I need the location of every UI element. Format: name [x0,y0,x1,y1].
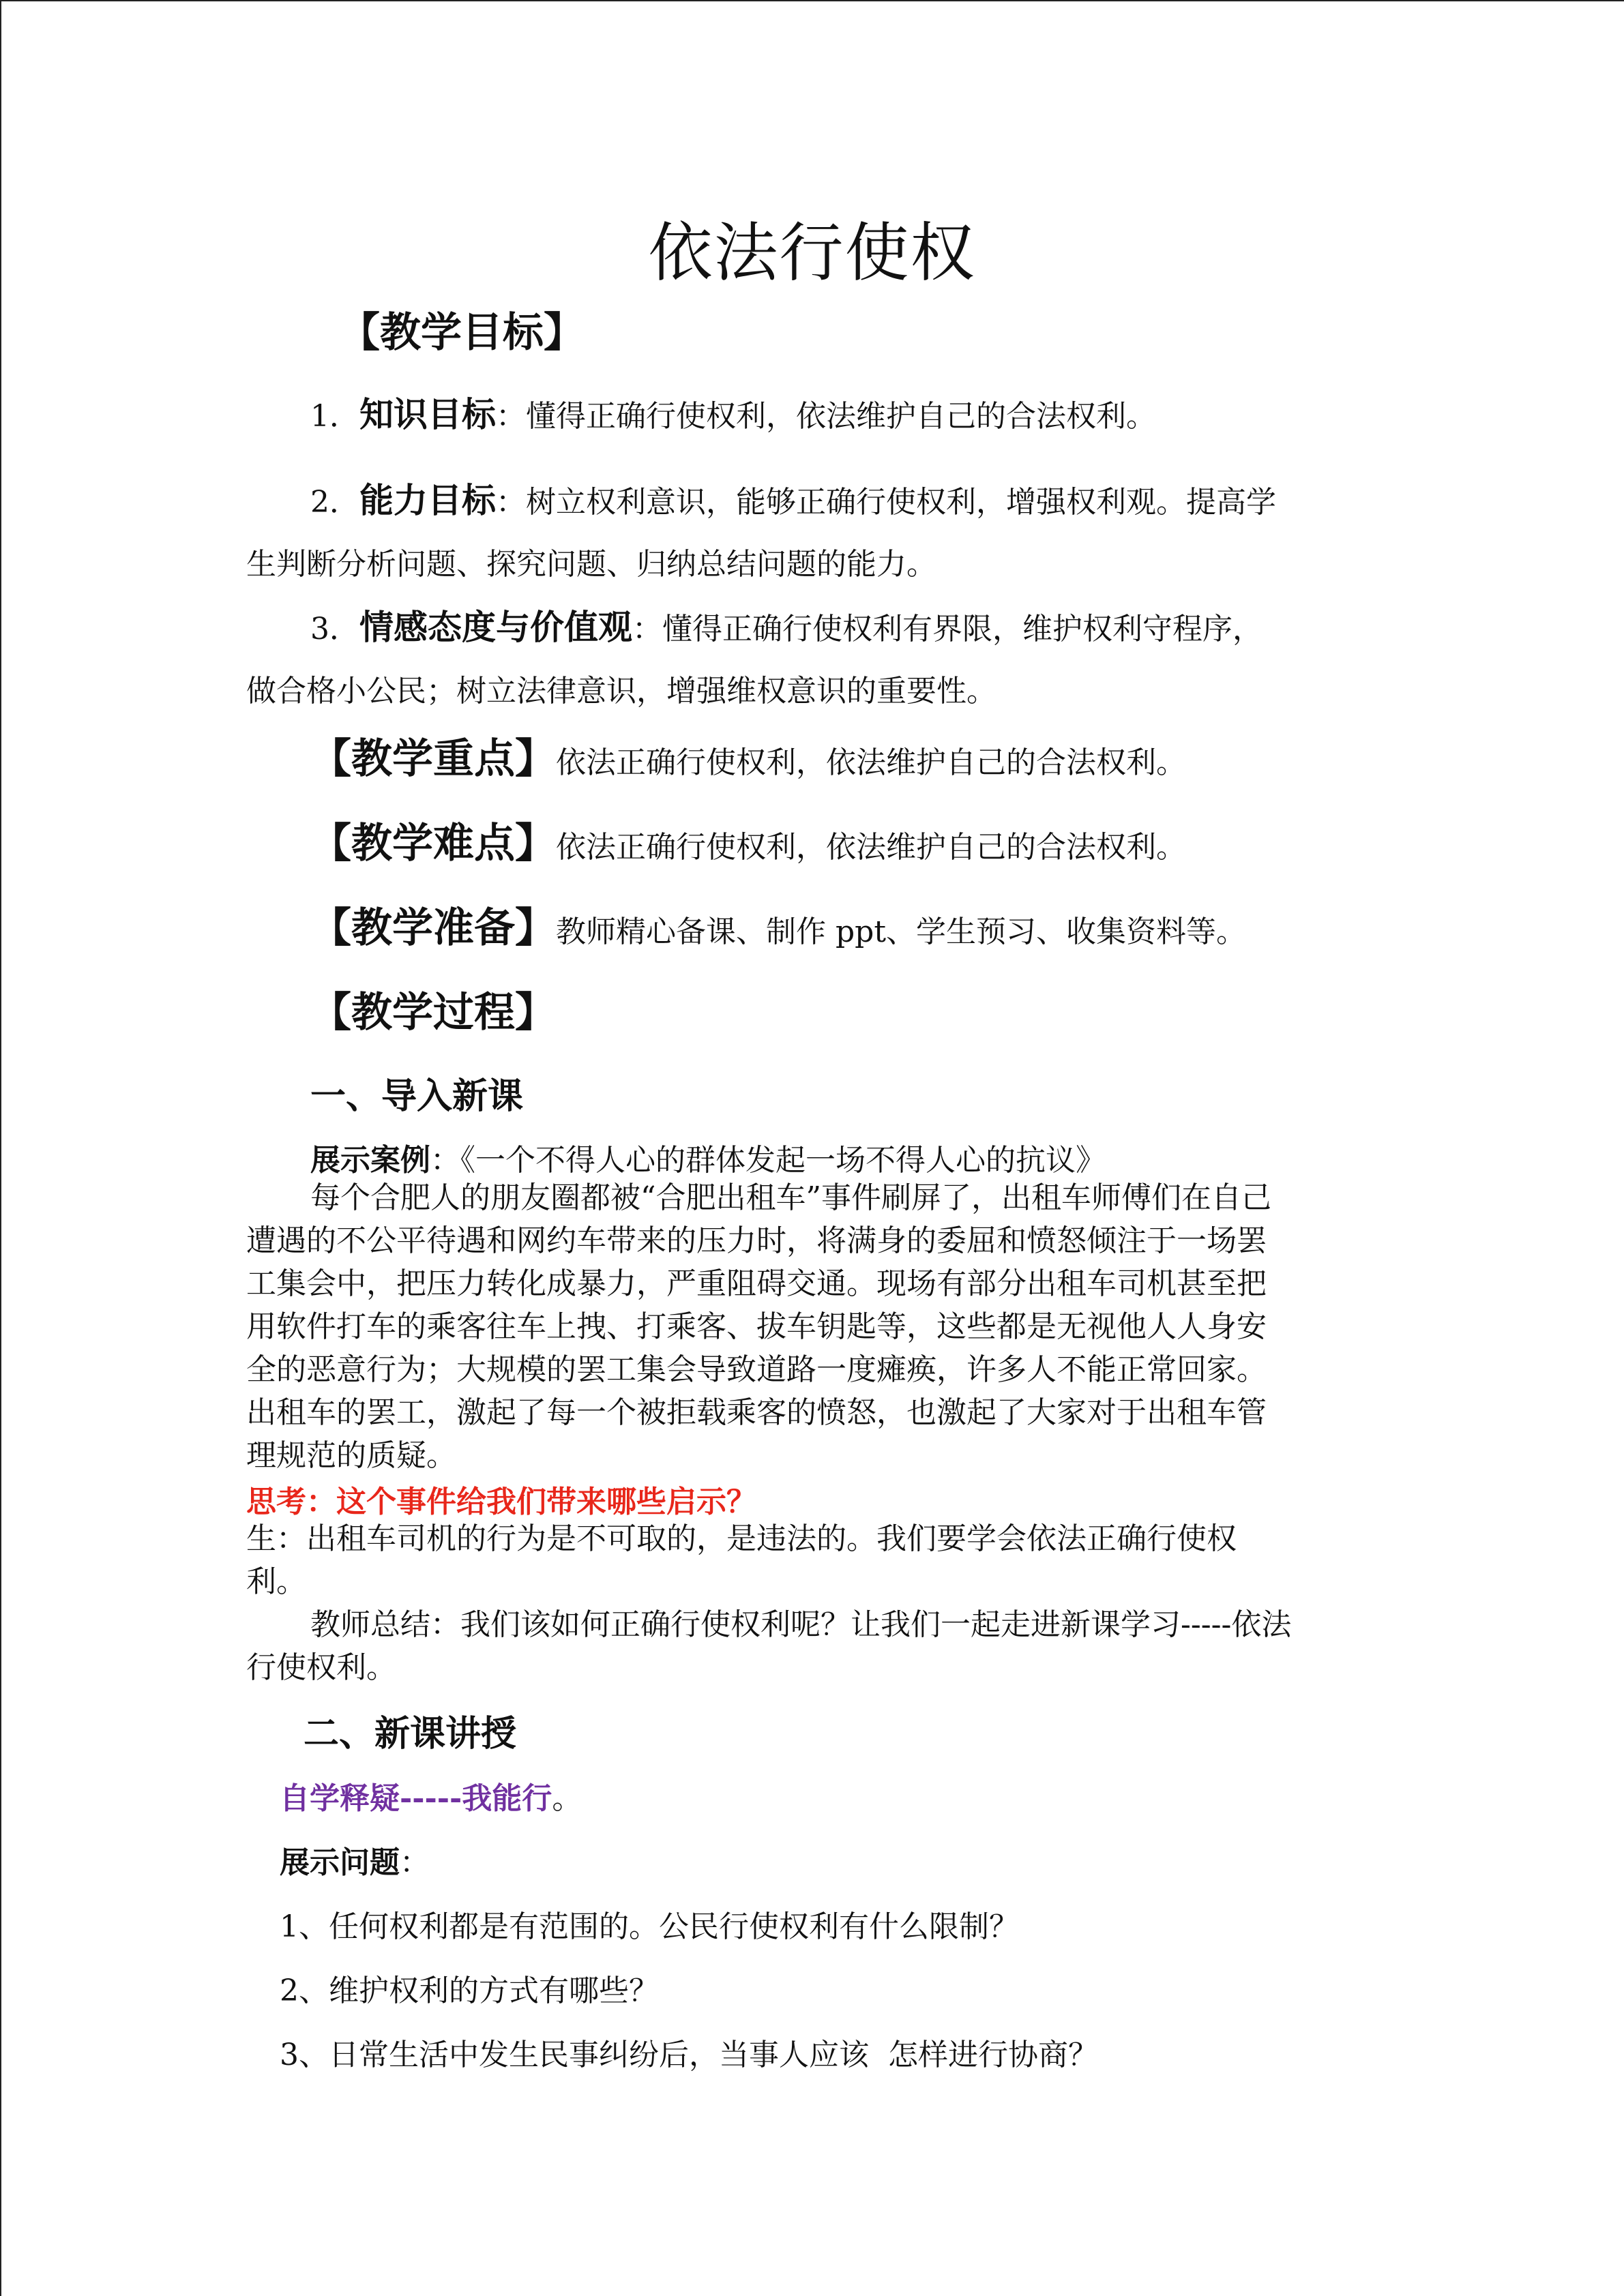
objective-number: 3． [310,612,359,646]
objective-label: 知识目标 [359,395,496,434]
case-title: ：《一个不得人心的群体发起一场不得人心的抗议》 [430,1143,1106,1178]
case-label: 展示案例 [310,1143,430,1178]
key-point-text: 依法正确行使权利，依法维护自己的合法权利。 [556,745,1186,780]
objective-ability [310,473,1276,522]
preparation-row [310,895,1246,954]
objective-emotion [310,600,1263,649]
difficulty-row [310,811,1186,869]
part1-heading: 一、导入新课 [310,1076,524,1117]
question-item: 2、维护权利的方式有哪些？ [280,1973,659,2008]
teacher-summary-line: 行使权利。 [246,1650,396,1685]
student-answer-line: 生：出租车司机的行为是不可取的，是违法的。我们要学会依法正确行使权 [246,1521,1237,1556]
objective-text: ：懂得正确行使权利，依法维护自己的合法权利。 [496,399,1156,434]
objective-number: 1． [310,399,359,434]
key-point-heading: 【教学重点】 [310,735,556,783]
question-item: 3、日常生活中发生民事纠纷后，当事人应该 怎样进行协商？ [280,2038,1098,2072]
process-heading: 【教学过程】 [310,989,556,1037]
questions-label-row [280,1838,430,1881]
questions-colon: ： [400,1845,430,1880]
difficulty-text: 依法正确行使权利，依法维护自己的合法权利。 [556,830,1186,865]
objective-knowledge [310,387,1156,436]
part2-heading: 二、新课讲授 [304,1714,517,1755]
objective-ability-continued: 生判断分析问题、探究问题、归纳总结问题的能力。 [246,547,936,582]
teacher-summary-line: 教师总结：我们该如何正确行使权利呢？让我们一起走进新课学习-----依法 [310,1607,1292,1642]
page-title: 依法行使权 [648,216,976,290]
preparation-text: 教师精心备课、制作 ppt、学生预习、收集资料等。 [556,914,1246,949]
objective-emotion-continued: 做合格小公民；树立法律意识，增强维权意识的重要性。 [246,674,996,709]
case-line: 工集会中，把压力转化成暴力，严重阻碍交通。现场有部分出租车司机甚至把 [246,1266,1267,1301]
case-line: 出租车的罢工，激起了每一个被拒载乘客的愤怒，也激起了大家对于出租车管 [246,1395,1267,1430]
objective-label: 情感态度与价值观 [359,608,632,647]
case-line: 遭遇的不公平待遇和网约车带来的压力时，将满身的委屈和愤怒倾注于一场罢 [246,1223,1267,1258]
case-line: 每个合肥人的朋友圈都被“合肥出租车”事件刷屏了，出租车师傅们在自己 [310,1180,1271,1215]
questions-label: 展示问题 [280,1845,400,1880]
case-line: 理规范的质疑。 [246,1438,456,1473]
self-study-end: 。 [552,1781,582,1816]
question-item: 1、任何权利都是有范围的。公民行使权利有什么限制？ [280,1909,1019,1944]
case-line: 用软件打车的乘客往车上拽、打乘客、拔车钥匙等，这些都是无视他人人身安 [246,1309,1267,1344]
difficulty-heading: 【教学难点】 [310,820,556,867]
objective-text: ：树立权利意识，能够正确行使权利，增强权利观。提高学 [496,485,1276,520]
case-title-row [310,1135,1106,1179]
self-study-row [280,1774,582,1817]
key-point-row [310,726,1186,785]
think-question: 思考：这个事件给我们带来哪些启示？ [246,1485,756,1519]
preparation-heading: 【教学准备】 [310,904,556,952]
self-study-label: 自学释疑-----我能行 [280,1781,552,1816]
case-line: 全的恶意行为；大规模的罢工集会导致道路一度瘫痪，许多人不能正常回家。 [246,1352,1267,1387]
objective-label: 能力目标 [359,481,496,520]
objective-text: ：懂得正确行使权利有界限，维护权利守程序， [632,612,1263,646]
student-answer-line: 利。 [246,1564,306,1599]
objective-number: 2． [310,485,359,520]
objectives-heading: 【教学目标】 [339,309,585,357]
